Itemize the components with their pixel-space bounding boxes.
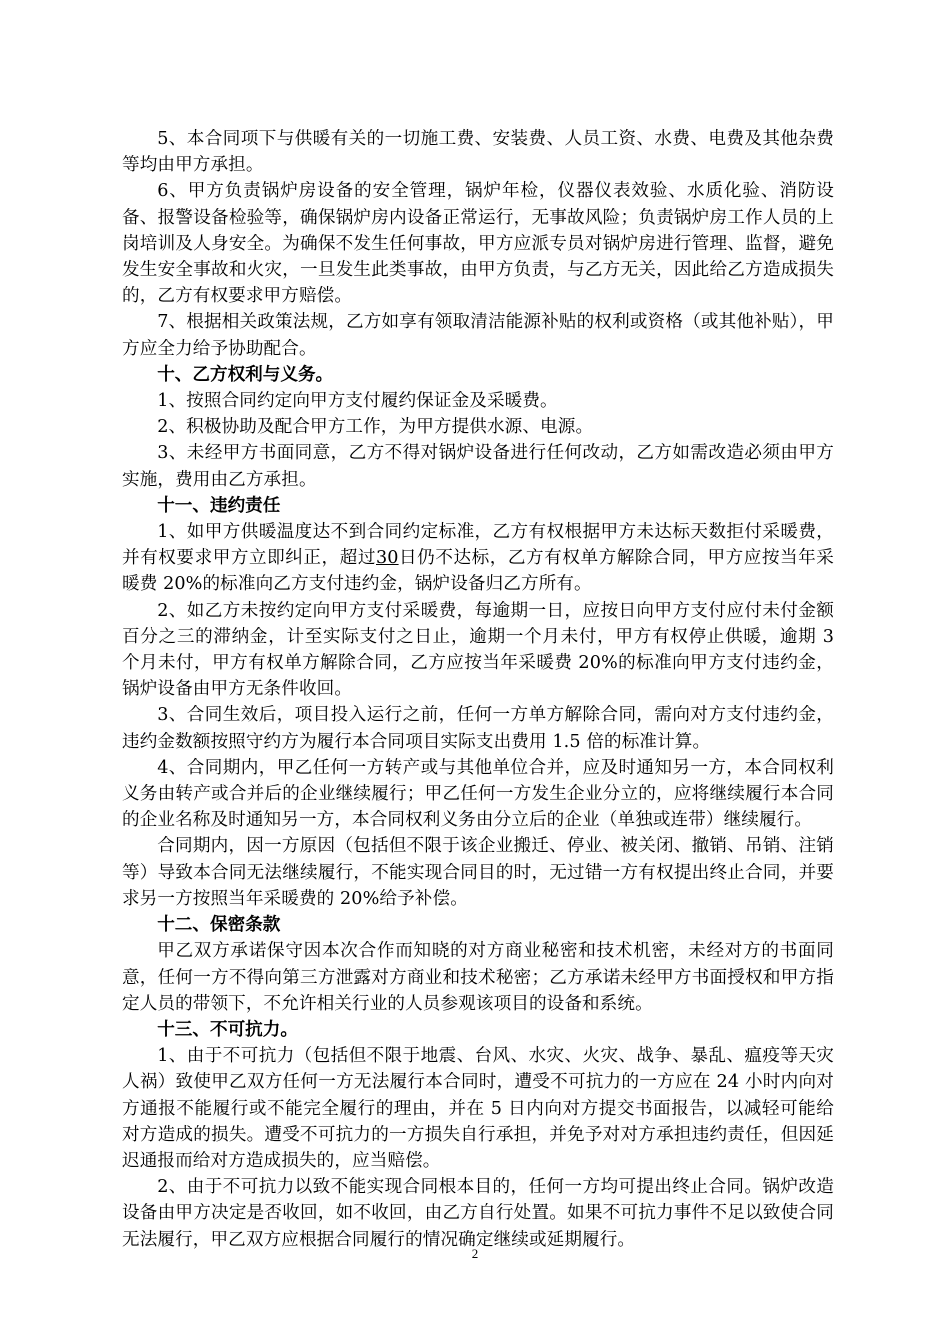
clause-paragraph: 5、本合同项下与供暖有关的一切施工费、安装费、人员工资、水费、电费及其他杂费等均由甲方承担。	[122, 129, 834, 176]
clause-paragraph	[122, 519, 834, 598]
clause-paragraph: 1、由于不可抗力（包括但不限于地震、台风、水灾、火灾、战争、暴乱、瘟疫等天灾人祸）致使甲乙双方任何一方无法履行本合同时，遭受不可抗力的一方应在 24 小时内向对方通报不能履行或不能完全履行的理由，并在 5 日内向对方提交书面报告，以减轻可能给对方造成的损失。遭受不可抗力的一方损失自行承担，并免予对对方承担违约责任，但因延迟通报而给对方造成损失的，应当赔偿。	[122, 1046, 834, 1171]
page-number: 2	[471, 1246, 479, 1261]
clause-paragraph: 2、如乙方未按约定向甲方支付采暖费，每逾期一日，应按日向甲方支付应付未付金额百分之三的滞纳金，计至实际支付之日止，逾期一个月未付，甲方有权停止供暖，逾期 3 个月未付，甲方有权单方解除合同，乙方应按当年采暖费 20%的标准向甲方支付违约金，锅炉设备由甲方无条件收回。	[122, 600, 834, 700]
clause-paragraph: 2、由于不可抗力以致不能实现合同根本目的，任何一方均可提出终止合同。锅炉改造设备由甲方决定是否收回，如不收回，由乙方自行处置。如果不可抗力事件不足以致使合同无法履行，甲乙双方应根据合同履行的情况确定继续或延期履行。	[122, 1177, 834, 1250]
clause-paragraph: 1、按照合同约定向甲方支付履约保证金及采暖费。	[157, 391, 558, 412]
clause-paragraph: 7、根据相关政策法规，乙方如享有领取清洁能源补贴的权利或资格（或其他补贴），甲方应全力给予协助配合。	[122, 312, 834, 359]
clause-paragraph: 6、甲方负责锅炉房设备的安全管理，锅炉年检，仪器仪表效验、水质化验、消防设备、报警设备检验等，确保锅炉房内设备正常运行，无事故风险；负责锅炉房工作人员的上岗培训及人身安全。为确保不发生任何事故，甲方应派专员对锅炉房进行管理、监督，避免发生安全事故和火灾，一旦发生此类事故，由甲方负责，与乙方无关，因此给乙方造成损失的，乙方有权要求甲方赔偿。	[122, 181, 834, 307]
clause-paragraph: 3、合同生效后，项目投入运行之前，任何一方单方解除合同，需向对方支付违约金，违约金数额按照守约方为履行本合同项目实际支出费用 1.5 倍的标准计算。	[122, 705, 834, 752]
section-heading: 十一、违约责任	[157, 494, 281, 516]
clause-text: 日仍不达标，乙方有权单方解除合同，甲方应按当年采暖费 20%的标准向乙方支付违约金，锅炉设备归乙方所有。	[122, 548, 835, 595]
clause-paragraph: 甲乙双方承诺保守因本次合作而知晓的对方商业秘密和技术机密，未经对方的书面同意，任何一方不得向第三方泄露对方商业和技术秘密；乙方承诺未经甲方书面授权和甲方指定人员的带领下，不允许相关行业的人员参观该项目的设备和系统。	[122, 941, 834, 1014]
clause-text: 1、如甲方供暖温度达不到合同约定标准，乙方有权根据甲方未达标天数拒付采暖费，并有权要求甲方立即纠正，超过	[122, 522, 834, 569]
clause-paragraph: 3、未经甲方书面同意，乙方不得对锅炉设备进行任何改动，乙方如需改造必须由甲方实施，费用由乙方承担。	[122, 443, 834, 490]
section-heading: 十、乙方权利与义务。	[157, 363, 334, 385]
clause-paragraph: 合同期内，因一方原因（包括但不限于该企业搬迁、停业、被关闭、撤销、吊销、注销等）导致本合同无法继续履行，不能实现合同目的时，无过错一方有权提出终止合同，并要求另一方按照当年采暖费的 20%给予补偿。	[122, 836, 834, 909]
clause-paragraph: 2、积极协助及配合甲方工作，为甲方提供水源、电源。	[157, 417, 594, 438]
underlined-days: 30	[376, 548, 399, 569]
clause-paragraph: 4、合同期内，甲乙任何一方转产或与其他单位合并，应及时通知另一方，本合同权利义务由转产或合并后的企业继续履行；甲乙任何一方发生企业分立的，应将继续履行本合同的企业名称及时通知另一方，本合同权利义务由分立后的企业（单独或连带）继续履行。	[122, 757, 834, 831]
document-body	[122, 126, 834, 1253]
section-heading: 十三、不可抗力。	[157, 1018, 298, 1040]
section-heading: 十二、保密条款	[157, 914, 281, 936]
